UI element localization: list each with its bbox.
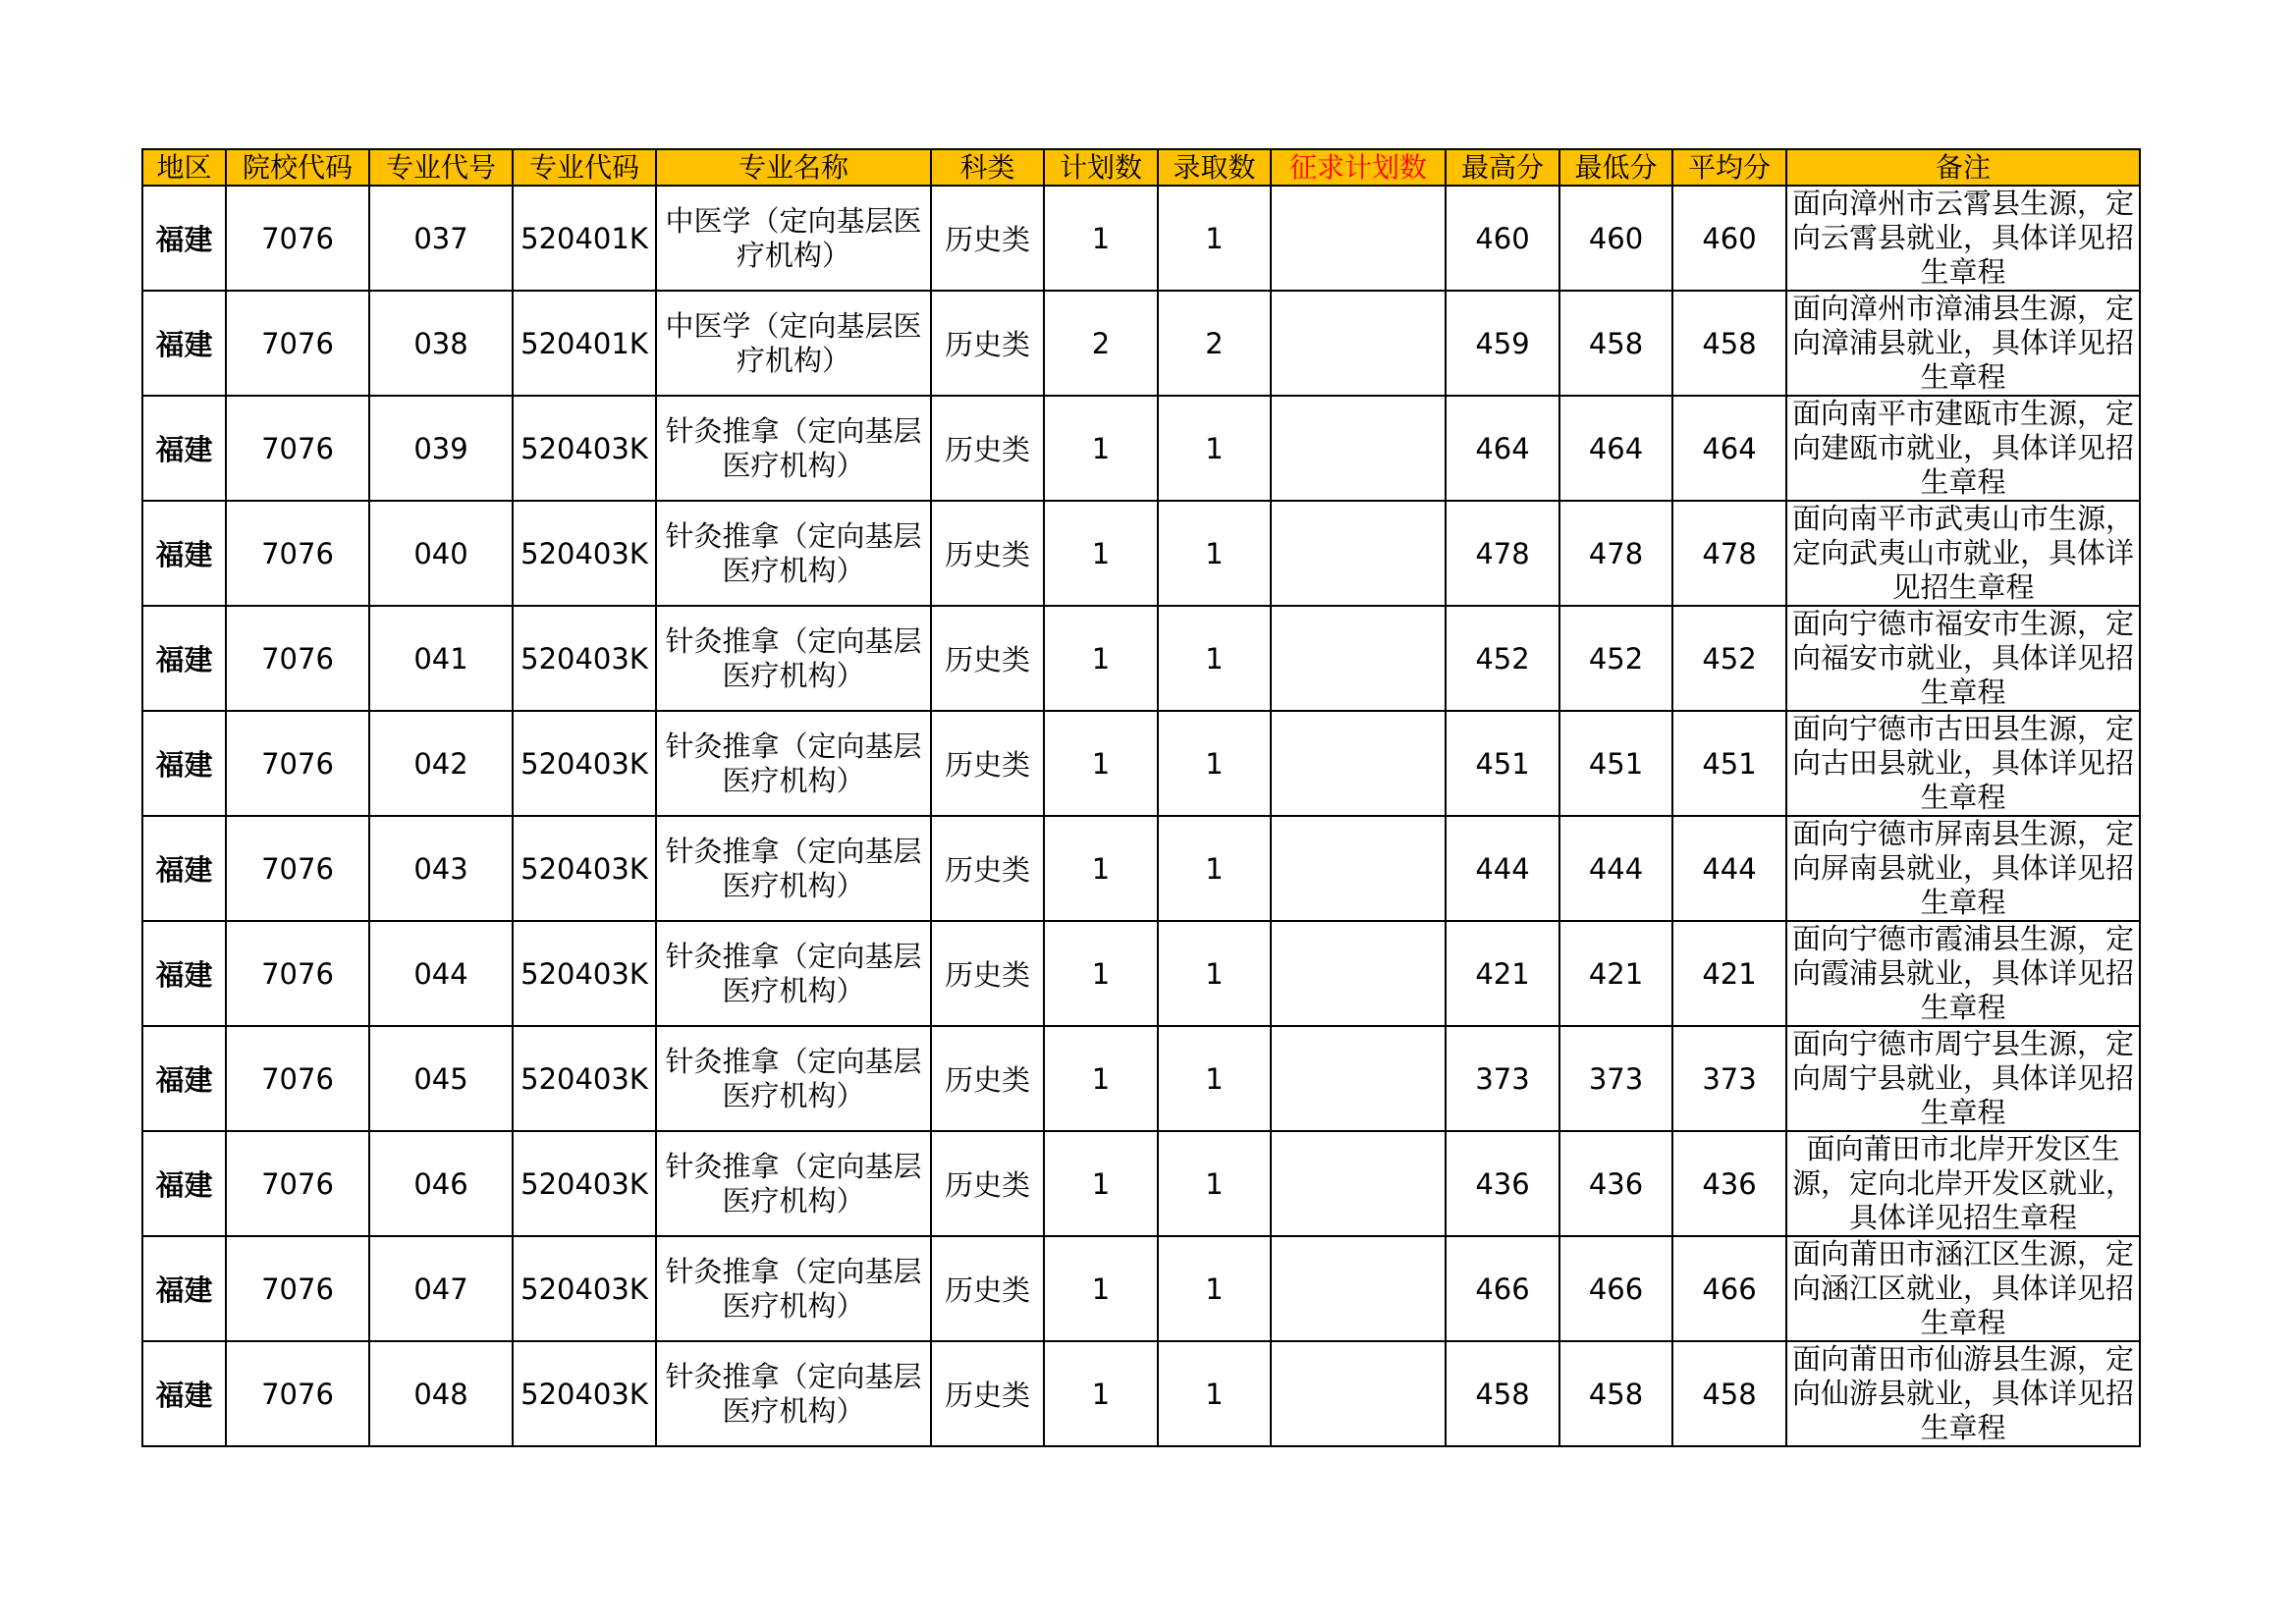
table-row bbox=[142, 711, 2140, 816]
plan-cell: 1 bbox=[1044, 1026, 1158, 1131]
avg-score-cell: 421 bbox=[1672, 921, 1786, 1026]
category-cell: 历史类 bbox=[931, 1131, 1044, 1236]
category-cell: 历史类 bbox=[931, 816, 1044, 921]
header-major-name: 专业名称 bbox=[656, 149, 931, 186]
admitted-cell: 1 bbox=[1158, 816, 1271, 921]
major-name-cell: 针灸推拿（定向基层医疗机构） bbox=[656, 1131, 931, 1236]
avg-score-cell: 436 bbox=[1672, 1131, 1786, 1236]
header-region: 地区 bbox=[142, 149, 226, 186]
note-cell: 面向莆田市北岸开发区生源，定向北岸开发区就业，具体详见招生章程 bbox=[1786, 1131, 2140, 1236]
admission-table bbox=[141, 148, 2141, 1447]
plan-cell: 1 bbox=[1044, 1131, 1158, 1236]
min-score-cell: 464 bbox=[1559, 396, 1672, 501]
major-name-cell: 针灸推拿（定向基层医疗机构） bbox=[656, 606, 931, 711]
max-score-cell: 466 bbox=[1446, 1236, 1559, 1341]
school-code-cell: 7076 bbox=[226, 816, 369, 921]
major-code-cell: 520403K bbox=[513, 396, 656, 501]
header-note: 备注 bbox=[1786, 149, 2140, 186]
avg-score-cell: 464 bbox=[1672, 396, 1786, 501]
major-no-cell: 042 bbox=[369, 711, 513, 816]
avg-score-cell: 478 bbox=[1672, 501, 1786, 606]
region-cell: 福建 bbox=[142, 1131, 226, 1236]
major-no-cell: 043 bbox=[369, 816, 513, 921]
region-cell: 福建 bbox=[142, 291, 226, 396]
region-cell: 福建 bbox=[142, 816, 226, 921]
max-score-cell: 451 bbox=[1446, 711, 1559, 816]
solicit-plan-cell bbox=[1271, 1341, 1446, 1446]
table-header-row bbox=[142, 149, 2140, 186]
min-score-cell: 452 bbox=[1559, 606, 1672, 711]
major-no-cell: 047 bbox=[369, 1236, 513, 1341]
admitted-cell: 1 bbox=[1158, 1026, 1271, 1131]
max-score-cell: 373 bbox=[1446, 1026, 1559, 1131]
region-cell: 福建 bbox=[142, 186, 226, 291]
table-row bbox=[142, 1131, 2140, 1236]
note-cell: 面向漳州市云霄县生源，定向云霄县就业，具体详见招生章程 bbox=[1786, 186, 2140, 291]
solicit-plan-cell bbox=[1271, 291, 1446, 396]
min-score-cell: 436 bbox=[1559, 1131, 1672, 1236]
min-score-cell: 458 bbox=[1559, 1341, 1672, 1446]
region-cell: 福建 bbox=[142, 711, 226, 816]
school-code-cell: 7076 bbox=[226, 396, 369, 501]
plan-cell: 1 bbox=[1044, 1236, 1158, 1341]
category-cell: 历史类 bbox=[931, 1341, 1044, 1446]
major-code-cell: 520403K bbox=[513, 606, 656, 711]
solicit-plan-cell bbox=[1271, 186, 1446, 291]
note-cell: 面向宁德市周宁县生源，定向周宁县就业，具体详见招生章程 bbox=[1786, 1026, 2140, 1131]
table-row bbox=[142, 396, 2140, 501]
note-cell: 面向漳州市漳浦县生源，定向漳浦县就业，具体详见招生章程 bbox=[1786, 291, 2140, 396]
avg-score-cell: 466 bbox=[1672, 1236, 1786, 1341]
category-cell: 历史类 bbox=[931, 501, 1044, 606]
header-major-code: 专业代码 bbox=[513, 149, 656, 186]
major-no-cell: 037 bbox=[369, 186, 513, 291]
major-name-cell: 针灸推拿（定向基层医疗机构） bbox=[656, 1236, 931, 1341]
max-score-cell: 478 bbox=[1446, 501, 1559, 606]
table-row bbox=[142, 1026, 2140, 1131]
solicit-plan-cell bbox=[1271, 396, 1446, 501]
school-code-cell: 7076 bbox=[226, 1026, 369, 1131]
min-score-cell: 478 bbox=[1559, 501, 1672, 606]
major-code-cell: 520401K bbox=[513, 186, 656, 291]
plan-cell: 1 bbox=[1044, 396, 1158, 501]
category-cell: 历史类 bbox=[931, 186, 1044, 291]
table-row bbox=[142, 921, 2140, 1026]
note-cell: 面向宁德市屏南县生源，定向屏南县就业，具体详见招生章程 bbox=[1786, 816, 2140, 921]
table-row bbox=[142, 291, 2140, 396]
major-code-cell: 520403K bbox=[513, 1131, 656, 1236]
plan-cell: 1 bbox=[1044, 606, 1158, 711]
note-cell: 面向南平市武夷山市生源，定向武夷山市就业，具体详见招生章程 bbox=[1786, 501, 2140, 606]
solicit-plan-cell bbox=[1271, 921, 1446, 1026]
table-row bbox=[142, 186, 2140, 291]
admitted-cell: 1 bbox=[1158, 1341, 1271, 1446]
max-score-cell: 460 bbox=[1446, 186, 1559, 291]
major-no-cell: 041 bbox=[369, 606, 513, 711]
admitted-cell: 1 bbox=[1158, 396, 1271, 501]
max-score-cell: 452 bbox=[1446, 606, 1559, 711]
header-max-score: 最高分 bbox=[1446, 149, 1559, 186]
min-score-cell: 444 bbox=[1559, 816, 1672, 921]
category-cell: 历史类 bbox=[931, 606, 1044, 711]
major-name-cell: 中医学（定向基层医疗机构） bbox=[656, 291, 931, 396]
major-no-cell: 038 bbox=[369, 291, 513, 396]
region-cell: 福建 bbox=[142, 921, 226, 1026]
note-cell: 面向莆田市仙游县生源，定向仙游县就业，具体详见招生章程 bbox=[1786, 1341, 2140, 1446]
major-name-cell: 针灸推拿（定向基层医疗机构） bbox=[656, 921, 931, 1026]
school-code-cell: 7076 bbox=[226, 186, 369, 291]
major-code-cell: 520403K bbox=[513, 1026, 656, 1131]
table-row bbox=[142, 816, 2140, 921]
category-cell: 历史类 bbox=[931, 921, 1044, 1026]
plan-cell: 1 bbox=[1044, 186, 1158, 291]
admitted-cell: 1 bbox=[1158, 711, 1271, 816]
admitted-cell: 1 bbox=[1158, 186, 1271, 291]
major-name-cell: 针灸推拿（定向基层医疗机构） bbox=[656, 711, 931, 816]
plan-cell: 1 bbox=[1044, 711, 1158, 816]
school-code-cell: 7076 bbox=[226, 711, 369, 816]
avg-score-cell: 444 bbox=[1672, 816, 1786, 921]
school-code-cell: 7076 bbox=[226, 606, 369, 711]
solicit-plan-cell bbox=[1271, 1131, 1446, 1236]
region-cell: 福建 bbox=[142, 1026, 226, 1131]
table-row bbox=[142, 501, 2140, 606]
plan-cell: 1 bbox=[1044, 1341, 1158, 1446]
category-cell: 历史类 bbox=[931, 291, 1044, 396]
solicit-plan-cell bbox=[1271, 816, 1446, 921]
header-school-code: 院校代码 bbox=[226, 149, 369, 186]
min-score-cell: 373 bbox=[1559, 1026, 1672, 1131]
table-body bbox=[142, 186, 2140, 1446]
header-solicit-plan: 征求计划数 bbox=[1271, 149, 1446, 186]
max-score-cell: 458 bbox=[1446, 1341, 1559, 1446]
min-score-cell: 458 bbox=[1559, 291, 1672, 396]
category-cell: 历史类 bbox=[931, 1026, 1044, 1131]
table-row bbox=[142, 1341, 2140, 1446]
max-score-cell: 436 bbox=[1446, 1131, 1559, 1236]
note-cell: 面向宁德市霞浦县生源，定向霞浦县就业，具体详见招生章程 bbox=[1786, 921, 2140, 1026]
solicit-plan-cell bbox=[1271, 1026, 1446, 1131]
category-cell: 历史类 bbox=[931, 711, 1044, 816]
plan-cell: 1 bbox=[1044, 816, 1158, 921]
school-code-cell: 7076 bbox=[226, 1131, 369, 1236]
header-major-no: 专业代号 bbox=[369, 149, 513, 186]
admitted-cell: 1 bbox=[1158, 921, 1271, 1026]
region-cell: 福建 bbox=[142, 606, 226, 711]
region-cell: 福建 bbox=[142, 1236, 226, 1341]
major-no-cell: 045 bbox=[369, 1026, 513, 1131]
header-plan: 计划数 bbox=[1044, 149, 1158, 186]
avg-score-cell: 452 bbox=[1672, 606, 1786, 711]
max-score-cell: 421 bbox=[1446, 921, 1559, 1026]
major-code-cell: 520403K bbox=[513, 501, 656, 606]
admitted-cell: 1 bbox=[1158, 1236, 1271, 1341]
note-cell: 面向宁德市福安市生源，定向福安市就业，具体详见招生章程 bbox=[1786, 606, 2140, 711]
region-cell: 福建 bbox=[142, 1341, 226, 1446]
table-row bbox=[142, 1236, 2140, 1341]
min-score-cell: 466 bbox=[1559, 1236, 1672, 1341]
major-no-cell: 046 bbox=[369, 1131, 513, 1236]
major-name-cell: 针灸推拿（定向基层医疗机构） bbox=[656, 816, 931, 921]
avg-score-cell: 458 bbox=[1672, 291, 1786, 396]
category-cell: 历史类 bbox=[931, 1236, 1044, 1341]
max-score-cell: 464 bbox=[1446, 396, 1559, 501]
avg-score-cell: 451 bbox=[1672, 711, 1786, 816]
table-row bbox=[142, 606, 2140, 711]
major-name-cell: 针灸推拿（定向基层医疗机构） bbox=[656, 1341, 931, 1446]
admitted-cell: 1 bbox=[1158, 606, 1271, 711]
school-code-cell: 7076 bbox=[226, 1341, 369, 1446]
admitted-cell: 1 bbox=[1158, 501, 1271, 606]
admitted-cell: 2 bbox=[1158, 291, 1271, 396]
min-score-cell: 451 bbox=[1559, 711, 1672, 816]
category-cell: 历史类 bbox=[931, 396, 1044, 501]
major-no-cell: 040 bbox=[369, 501, 513, 606]
major-code-cell: 520403K bbox=[513, 1236, 656, 1341]
major-no-cell: 044 bbox=[369, 921, 513, 1026]
school-code-cell: 7076 bbox=[226, 1236, 369, 1341]
note-cell: 面向宁德市古田县生源，定向古田县就业，具体详见招生章程 bbox=[1786, 711, 2140, 816]
school-code-cell: 7076 bbox=[226, 501, 369, 606]
min-score-cell: 460 bbox=[1559, 186, 1672, 291]
header-admitted: 录取数 bbox=[1158, 149, 1271, 186]
major-name-cell: 中医学（定向基层医疗机构） bbox=[656, 186, 931, 291]
solicit-plan-cell bbox=[1271, 606, 1446, 711]
major-code-cell: 520403K bbox=[513, 1341, 656, 1446]
avg-score-cell: 373 bbox=[1672, 1026, 1786, 1131]
min-score-cell: 421 bbox=[1559, 921, 1672, 1026]
admitted-cell: 1 bbox=[1158, 1131, 1271, 1236]
avg-score-cell: 458 bbox=[1672, 1341, 1786, 1446]
major-name-cell: 针灸推拿（定向基层医疗机构） bbox=[656, 1026, 931, 1131]
major-code-cell: 520403K bbox=[513, 711, 656, 816]
max-score-cell: 459 bbox=[1446, 291, 1559, 396]
school-code-cell: 7076 bbox=[226, 921, 369, 1026]
major-no-cell: 048 bbox=[369, 1341, 513, 1446]
region-cell: 福建 bbox=[142, 501, 226, 606]
solicit-plan-cell bbox=[1271, 501, 1446, 606]
note-cell: 面向莆田市涵江区生源，定向涵江区就业，具体详见招生章程 bbox=[1786, 1236, 2140, 1341]
major-code-cell: 520403K bbox=[513, 921, 656, 1026]
school-code-cell: 7076 bbox=[226, 291, 369, 396]
region-cell: 福建 bbox=[142, 396, 226, 501]
header-category: 科类 bbox=[931, 149, 1044, 186]
major-name-cell: 针灸推拿（定向基层医疗机构） bbox=[656, 501, 931, 606]
solicit-plan-cell bbox=[1271, 711, 1446, 816]
plan-cell: 1 bbox=[1044, 921, 1158, 1026]
major-no-cell: 039 bbox=[369, 396, 513, 501]
header-avg-score: 平均分 bbox=[1672, 149, 1786, 186]
solicit-plan-cell bbox=[1271, 1236, 1446, 1341]
avg-score-cell: 460 bbox=[1672, 186, 1786, 291]
header-min-score: 最低分 bbox=[1559, 149, 1672, 186]
plan-cell: 1 bbox=[1044, 501, 1158, 606]
note-cell: 面向南平市建瓯市生源，定向建瓯市就业，具体详见招生章程 bbox=[1786, 396, 2140, 501]
plan-cell: 2 bbox=[1044, 291, 1158, 396]
max-score-cell: 444 bbox=[1446, 816, 1559, 921]
major-name-cell: 针灸推拿（定向基层医疗机构） bbox=[656, 396, 931, 501]
major-code-cell: 520401K bbox=[513, 291, 656, 396]
major-code-cell: 520403K bbox=[513, 816, 656, 921]
